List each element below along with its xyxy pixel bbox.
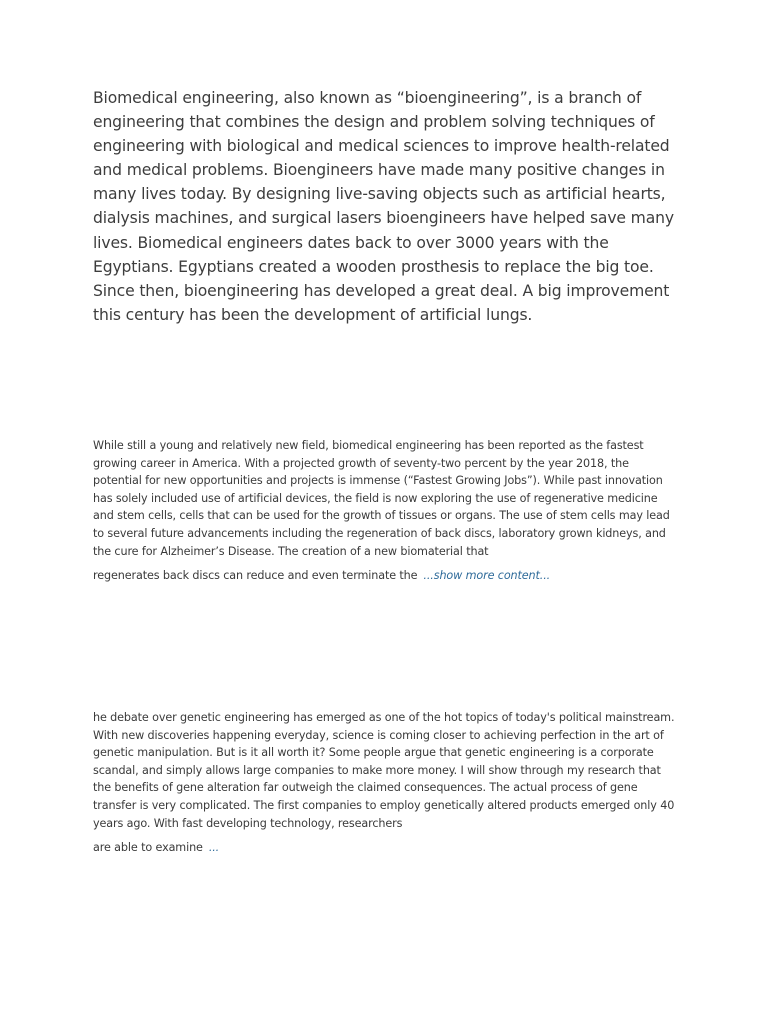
excerpt-text: he debate over genetic engineering has emerged as one of the hot topics of today's political mainstream. With new discoveries happening everyday, science is coming closer to achieving perfection in the art of genetic manipulation. But is it all worth it? Some people argue that genetic engineering is a corporate scandal, and simply allows large companies to make more money. I will show through my research that the benefits of gene alteration far outweigh the claimed consequences. The actual process of gene transfer is very complicated. The first companies to employ genetically altered products emerged only 40 years ago. With fast developing technology, researchers: [93, 711, 675, 830]
show-more-content-link[interactable]: ...show more content...: [423, 569, 551, 583]
excerpt-last-line-text: regenerates back discs can reduce and even terminate the: [93, 569, 418, 583]
excerpt-last-line-text: are able to examine: [93, 841, 203, 855]
excerpt-paragraph-biomedical: [93, 437, 678, 585]
excerpt-text: While still a young and relatively new field, biomedical engineering has been reported as the fastest growing career in America. With a projected growth of seventy-two percent by the year 2018, the potential for new opportunities and projects is immense (“Fastest Growing Jobs”). While past innovation has solely included use of artificial devices, the field is now exploring the use of regenerative medicine and stem cells, cells that can be used for the growth of tissues or organs. The use of stem cells may lead to several future advancements including the regeneration of back discs, laboratory grown kidneys, and the cure for Alzheimer’s Disease. The creation of a new biomaterial that: [93, 439, 670, 558]
excerpt-last-line: [93, 839, 678, 857]
excerpt-paragraph-genetic: [93, 709, 678, 857]
intro-paragraph: Biomedical engineering, also known as “bioengineering”, is a branch of engineering that combines the design and problem solving techniques of engineering with biological and medical sciences to improve health-related and medical problems. Bioengineers have made many positive changes in many lives today. By designing live-saving objects such as artificial hearts, dialysis machines, and surgical lasers bioengineers have helped save many lives. Biomedical engineers dates back to over 3000 years with the Egyptians. Egyptians created a wooden prosthesis to replace the big toe. Since then, bioengineering has developed a great deal. A big improvement this century has been the development of artificial lungs.: [93, 89, 674, 324]
excerpt-last-line: [93, 567, 678, 585]
show-more-ellipsis-link[interactable]: ...: [208, 841, 220, 855]
